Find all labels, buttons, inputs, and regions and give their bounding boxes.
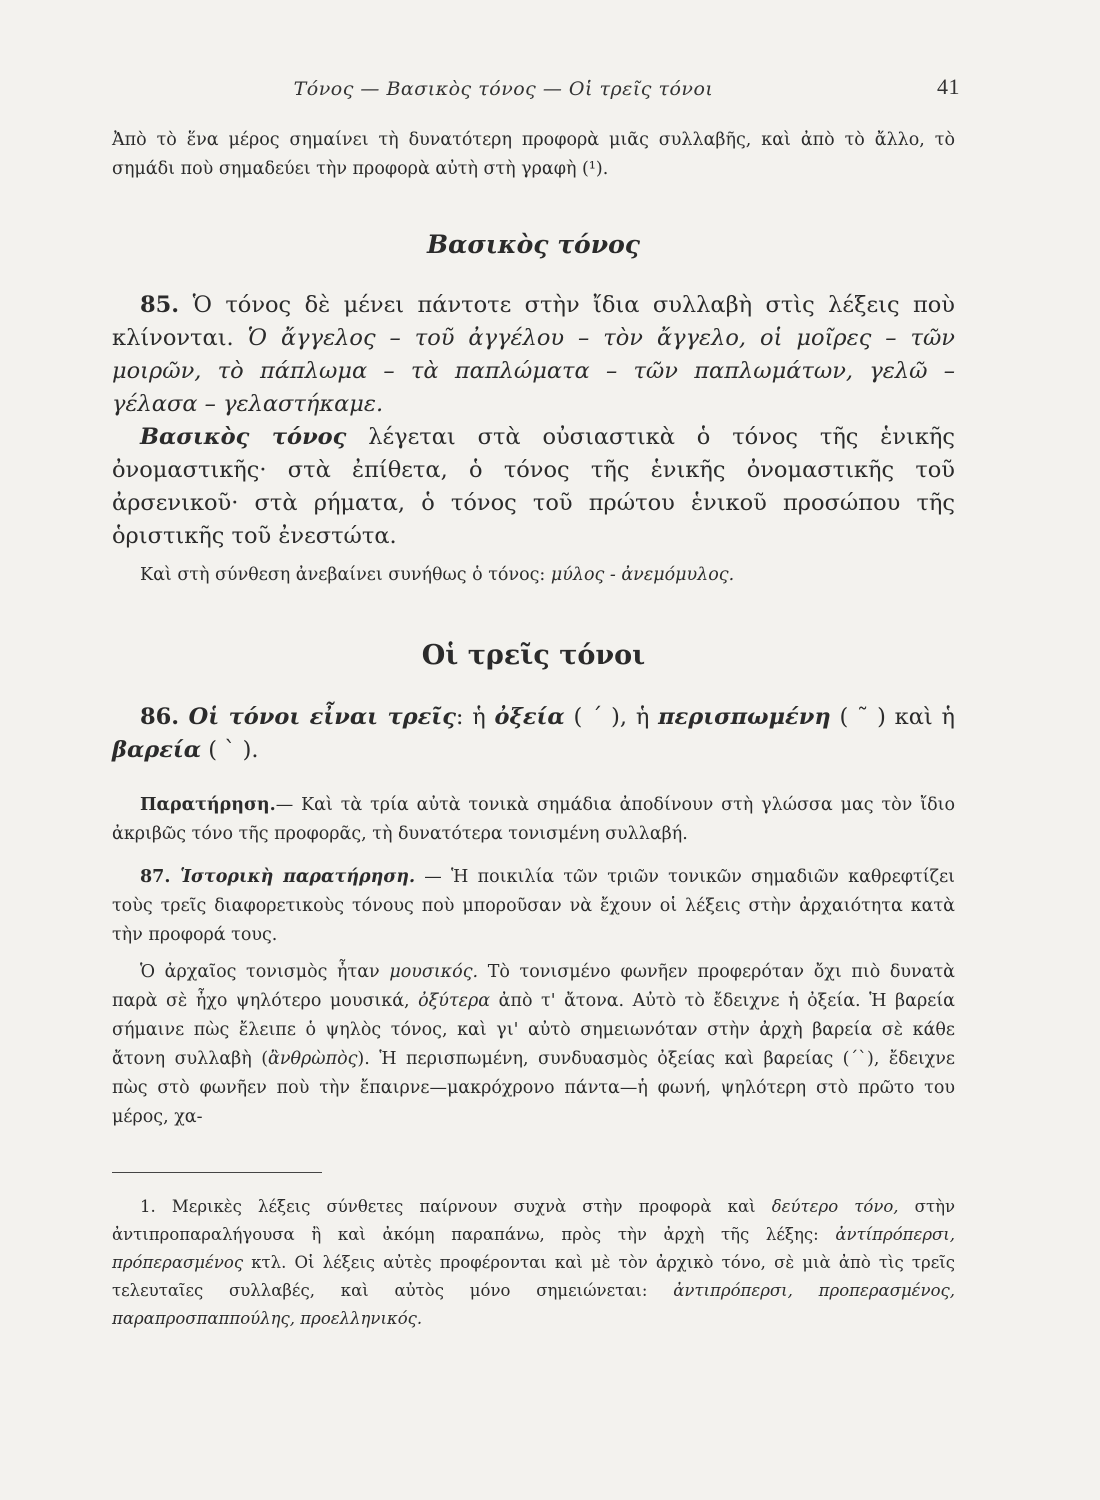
italic-term: μουσικός. (389, 962, 479, 982)
paragraph-85 (112, 289, 955, 421)
footnote-number: 1. (140, 1197, 156, 1216)
paragraph-text: — Ἡ ποικιλία τῶν τριῶν τονικῶν σημαδιῶν καθρεφτίζει τοὺς τρεῖς διαφορετικοὺς τόνους ποὺ μποροῦσαν νὰ ἔχουν οἱ λέξεις στὴν ἀρχαιότητα κατὰ τὴν προφορά τους. (112, 867, 955, 945)
paragraph-number: 86. (140, 704, 180, 730)
lead-text: Οἱ τόνοι εἶναι τρεῖς (179, 704, 456, 730)
paragraph-86 (112, 701, 955, 767)
page-number: 41 (937, 74, 960, 99)
vareia-term: βαρεία (112, 737, 202, 763)
text-segment: κτλ. Οἱ λέξεις αὐτὲς προφέρονται καὶ μὲ τὸν ἀρχικὸ τόνο, σὲ μιὰ ἀπὸ τὶς τρεῖς τελευταῖες συλλαβές, καὶ αὐτὸς μόνο σημειώνεται: (112, 1253, 955, 1300)
section-heading-basic-accent: Βασικὸς τόνος (427, 230, 640, 259)
text-segment: ( ῀ ) καὶ ἡ (830, 704, 955, 730)
book-page (112, 72, 960, 1333)
paragraph-text: Ὁ τόνος δὲ μένει πάντοτε στὴν ἴδια συλλαβὴ στὶς λέξεις ποὺ κλίνονται. (112, 292, 955, 351)
text-segment: Μερικὲς λέξεις σύνθετες παίρνουν συχνὰ στὴν προφορὰ καὶ (155, 1197, 772, 1216)
text-segment: στὴν ἀντιπροπαραλήγουσα ἢ καὶ ἀκόμη παραπάνω, πρὸς τὴν ἀρχὴ τῆς λέξης: (112, 1197, 955, 1244)
composition-text: Καὶ στὴ σύνθεση ἀνεβαίνει συνήθως ὁ τόνος: (140, 565, 551, 585)
text-segment: ἀπὸ τ' ἄτονα. Αὐτὸ τὸ ἔδειχνε ἡ ὀξεία. Ἡ βαρεία σήμαινε πὼς ἔλειπε ὁ ψηλὸς τόνος, καὶ γι' αὐτὸ σημειωνόταν στὴν ἀρχὴ βαρεία σὲ κάθε ἄτονη συλλαβὴ ( (112, 991, 956, 1069)
running-header (112, 72, 960, 112)
running-title: Τόνος — Βασικὸς τόνος — Οἱ τρεῖς τόνοι (293, 78, 714, 100)
italic-term: ἂνθρὼπὸς (268, 1049, 358, 1069)
composition-paragraph (112, 561, 955, 590)
text-segment: ). Ἡ περισπωμένη, συνδυασμὸς ὀξείας καὶ βαρείας (΄`), ἔδειχνε πὼς στὸ φωνῆεν ποὺ τὴν ἔπαιρνε—μακρόχρονο πάντα—ἡ φωνή, ψηλότερη στὸ πρῶτο του μέρος, χα- (112, 1049, 955, 1127)
italic-term: ἀντιπρόπερσι, προπερασμένος, παραπροσπαππούλης, προελληνικός. (112, 1281, 955, 1328)
footnote (112, 1193, 955, 1333)
italic-term: ἀντίπρόπερσι, πρόπερασμένος (112, 1225, 955, 1272)
observation-paragraph (112, 791, 955, 849)
ancient-accent-paragraph (112, 958, 955, 1132)
intro-paragraph: Ἀπὸ τὸ ἕνα μέρος σημαίνει τὴ δυνατότερη προφορὰ μιᾶς συλλαβῆς, καὶ ἀπὸ τὸ ἄλλο, τὸ σημάδι ποὺ σημαδεύει τὴν προφορὰ αὐτὴ στὴ γραφὴ (¹). (112, 130, 955, 179)
composition-example: μύλος - ἀνεμόμυλος. (550, 565, 735, 585)
historical-label: Ἱστορικὴ παρατήρηση. (170, 867, 416, 887)
paragraph-number: 85. (140, 292, 180, 318)
text-segment: ( ΄ ), ἡ (564, 704, 659, 730)
italic-term: ὀξύτερα (418, 991, 491, 1011)
section-heading-three-accents: Οἱ τρεῖς τόνοι (421, 640, 646, 671)
observation-label: Παρατήρηση. (140, 795, 276, 815)
defined-term: Βασικὸς τόνος (140, 424, 347, 450)
paragraph-number: 87. (140, 867, 171, 887)
text-segment: Τὸ τονισμένο φωνῆεν προφερόταν ὄχι πιὸ δυνατὰ παρὰ σὲ ἦχο ψηλότερο μουσικά, (112, 962, 956, 1011)
definition-paragraph (112, 421, 955, 553)
text-segment: Ὁ ἀρχαῖος τονισμὸς ἦταν (140, 962, 390, 982)
oxeia-term: ὀξεία (494, 704, 565, 730)
text-segment: ( ` ). (201, 737, 259, 763)
italic-term: δεύτερο τόνο, (771, 1197, 899, 1216)
observation-text: — Καὶ τὰ τρία αὐτὰ τονικὰ σημάδια ἀποδίνουν στὴ γλώσσα μας τὸν ἴδιο ἀκριβῶς τόνο τῆς προφορᾶς, τὴ δυνατότερα τονισμένη συλλαβή. (112, 795, 955, 844)
paragraph-87 (112, 863, 955, 950)
perispomeni-term: περισπωμένη (658, 704, 831, 730)
text-segment: : ἡ (455, 704, 495, 730)
definition-text: λέγεται στὰ οὐσιαστικὰ ὁ τόνος τῆς ἑνικῆς ὀνομαστικῆς· στὰ ἐπίθετα, ὁ τόνος τῆς ἑνικῆς ὀνομαστικῆς τοῦ ἀρσενικοῦ· στὰ ρήματα, ὁ τόνος τοῦ πρώτου ἑνικοῦ προσώπου τῆς ὁριστικῆς τοῦ ἐνεστώτα. (112, 424, 955, 549)
examples-text: Ὁ ἄγγελος – τοῦ ἀγγέλου – τὸν ἄγγελο, οἱ μοῖρες – τῶν μοιρῶν, τὸ πάπλωμα – τὰ παπλώματα – τῶν παπλωμάτων, γελῶ – γέλασα – γελαστήκαμε. (112, 325, 955, 417)
footnote-divider (112, 1172, 322, 1173)
